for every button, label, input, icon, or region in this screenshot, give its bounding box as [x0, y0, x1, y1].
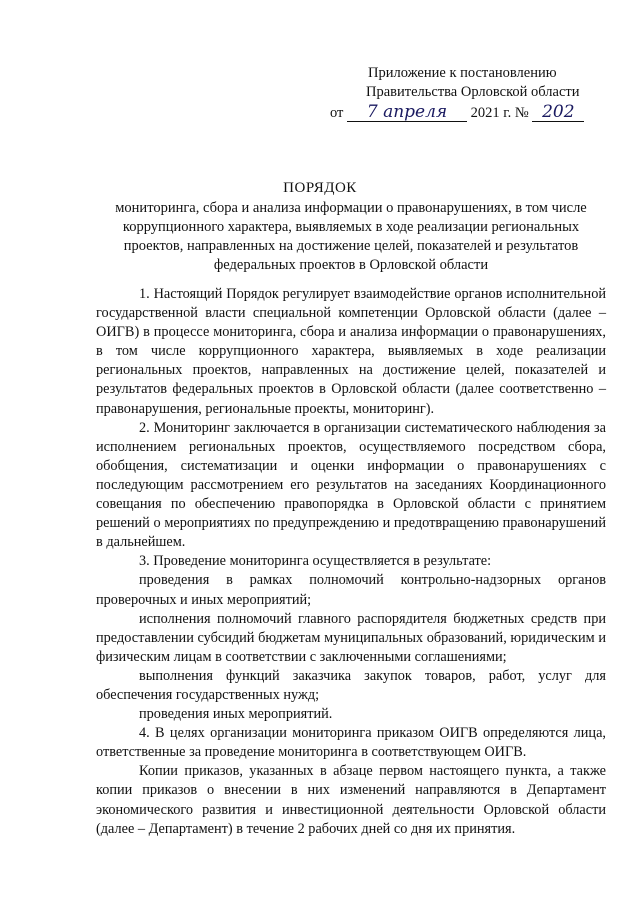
paragraph-3-item-4: проведения иных мероприятий. — [139, 706, 333, 723]
document-body — [96, 285, 606, 839]
appendix-line-2: Правительства Орловской области — [366, 84, 580, 100]
document-title: ПОРЯДОК — [283, 180, 357, 196]
paragraph-4: 4. В целях организации мониторинга приказом ОИГВ определяются лица, ответственные за проведение мониторинга в соответствующем ОИГВ. — [96, 725, 606, 761]
paragraph-3: 3. Проведение мониторинга осуществляется в результате: — [139, 553, 492, 570]
appendix-header — [330, 64, 610, 123]
document-subtitle: мониторинга, сбора и анализа информации о правонарушениях, в том числе коррупционного характера, выявляемых в ходе реализации региональных проектов, направленных на достижение целей, показателей и результатов федеральных проектов в Орловской области — [115, 200, 587, 273]
date-year: 2021 г. № — [470, 105, 529, 121]
date-day-blank — [347, 104, 467, 122]
paragraph-4-copies: Копии приказов, указанных в абзаце первом настоящего пункта, а также копии приказов о внесении в них изменений направляются в Департамент экономического развития и инвестиционной деятельности Орловской области (далее – Департамент) в течение 2 рабочих дней со дня их принятия. — [96, 763, 606, 837]
paragraph-2: 2. Мониторинг заключается в организации систематического наблюдения за исполнением региональных проектов, осуществляемого посредством сбора, обобщения, систематизации и оценки информации о правонарушениях с последующим рассмотрением его результатов на заседаниях Координационного совещания по обеспечению правопорядка в Орловской области с принятием решений о мероприятиях по предупреждению и предотвращению правонарушений в дальнейшем. — [96, 419, 606, 551]
appendix-line-1: Приложение к постановлению — [368, 65, 557, 81]
number-blank — [532, 104, 584, 122]
paragraph-3-item-3: выполнения функций заказчика закупок товаров, работ, услуг для обеспечения государственных нужд; — [96, 667, 606, 703]
date-prefix: от — [330, 105, 344, 121]
paragraph-3-item-2: исполнения полномочий главного распорядителя бюджетных средств при предоставлении субсидий бюджетам муниципальных образований, юридическим и физическим лицам в соответствии с заключенными соглашениями; — [96, 610, 606, 665]
appendix-date-line — [330, 104, 610, 123]
paragraph-3-item-1: проведения в рамках полномочий контрольно-надзорных органов проверочных и иных мероприятий; — [96, 572, 606, 608]
handwritten-number: 202 — [542, 102, 575, 122]
paragraph-1: 1. Настоящий Порядок регулирует взаимодействие органов исполнительной государственной власти специальной компетенции Орловской области (далее – ОИГВ) в процессе мониторинга, сбора и анализа информации о правонарушениях, в том числе коррупционного характера, выявляемых в ходе реализации региональных проектов, направленных на достижение целей, показателей и результатов федеральных проектов в Орловской области (далее соответственно – правонарушения, региональные проекты, мониторинг). — [96, 286, 606, 417]
handwritten-date: 7 апреля — [366, 102, 448, 122]
